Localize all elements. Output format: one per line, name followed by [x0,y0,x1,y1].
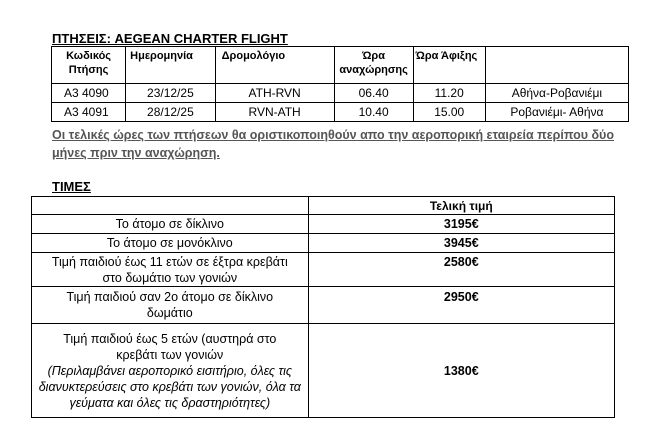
price-label: Τιμή παιδιού έως 11 ετών σε έξτρα κρεβάτι στο δωμάτιο των γονιών [32,253,309,287]
flight-route: ATH-RVN [215,84,334,103]
table-row [32,253,615,287]
table-row [32,287,615,324]
price-label: Τιμή παιδιού σαν 2ο άτομο σε δίκλινο δωμάτιο [32,287,309,324]
header-date: Ημερομηνία [126,47,216,84]
flight-departure: 10.40 [334,103,413,122]
price-label: Τιμή παιδιού έως 5 ετών (αυστηρά στο κρεβάτι των γονιών (Περιλαμβάνει αεροπορικό εισιτήριο, όλες τις διανυκτερεύσεις στο κρεβάτι των γονιών, όλα τα γεύματα και όλες τις δραστηριότητες) [32,324,309,418]
flights-heading: ΠΤΗΣΕΙΣ: AEGEAN CHARTER FLIGHT [52,31,288,46]
flight-departure: 06.40 [334,84,413,103]
header-destination [485,47,628,84]
flight-date: 23/12/25 [126,84,216,103]
price-value: 3945€ [308,234,614,253]
table-row [32,234,615,253]
flight-destination: Αθήνα-Ροβανιέμι [485,84,628,103]
prices-table [31,196,615,418]
price-value: 2950€ [308,287,614,324]
price-label: Το άτομο σε μονόκλινο [32,234,309,253]
header-route: Δρομολόγιο [215,47,334,84]
flight-destination: Ροβανιέμι- Αθήνα [485,103,628,122]
prices-header-row [32,197,615,215]
price-label: Το άτομο σε δίκλινο [32,215,309,234]
price-value: 2580€ [308,253,614,287]
flight-code: A3 4090 [52,84,126,103]
price-inclusions-note: (Περιλαμβάνει αεροπορικό εισιτήριο, όλες τις διανυκτερεύσεις στο κρεβάτι των γονιών, όλα τα γεύματα και όλες τις δραστηριότητες) [38,363,301,410]
header-final-price: Τελική τιμή [308,197,614,215]
flight-times-note: Οι τελικές ώρες των πτήσεων θα οριστικοποιηθούν απο την αεροπορική εταιρεία περίπου δύο μήνες πριν την αναχώρηση. [52,128,614,160]
flight-arrival: 11.20 [413,84,485,103]
flight-code: A3 4091 [52,103,126,122]
price-value: 1380€ [308,324,614,418]
table-row [52,103,629,122]
flights-header-row [52,47,629,84]
header-description [32,197,309,215]
prices-heading: ΤΙΜΕΣ [52,179,91,194]
flights-table [51,46,629,122]
price-value: 3195€ [308,215,614,234]
header-arrival: Ώρα Άφιξης [413,47,485,84]
table-row [32,215,615,234]
table-row [52,84,629,103]
flight-arrival: 15.00 [413,103,485,122]
flight-date: 28/12/25 [126,103,216,122]
header-flight-code: Κωδικός Πτήσης [52,47,126,84]
header-departure: Ώρα αναχώρησης [334,47,413,84]
flight-route: RVN-ATH [215,103,334,122]
table-row [32,324,615,418]
